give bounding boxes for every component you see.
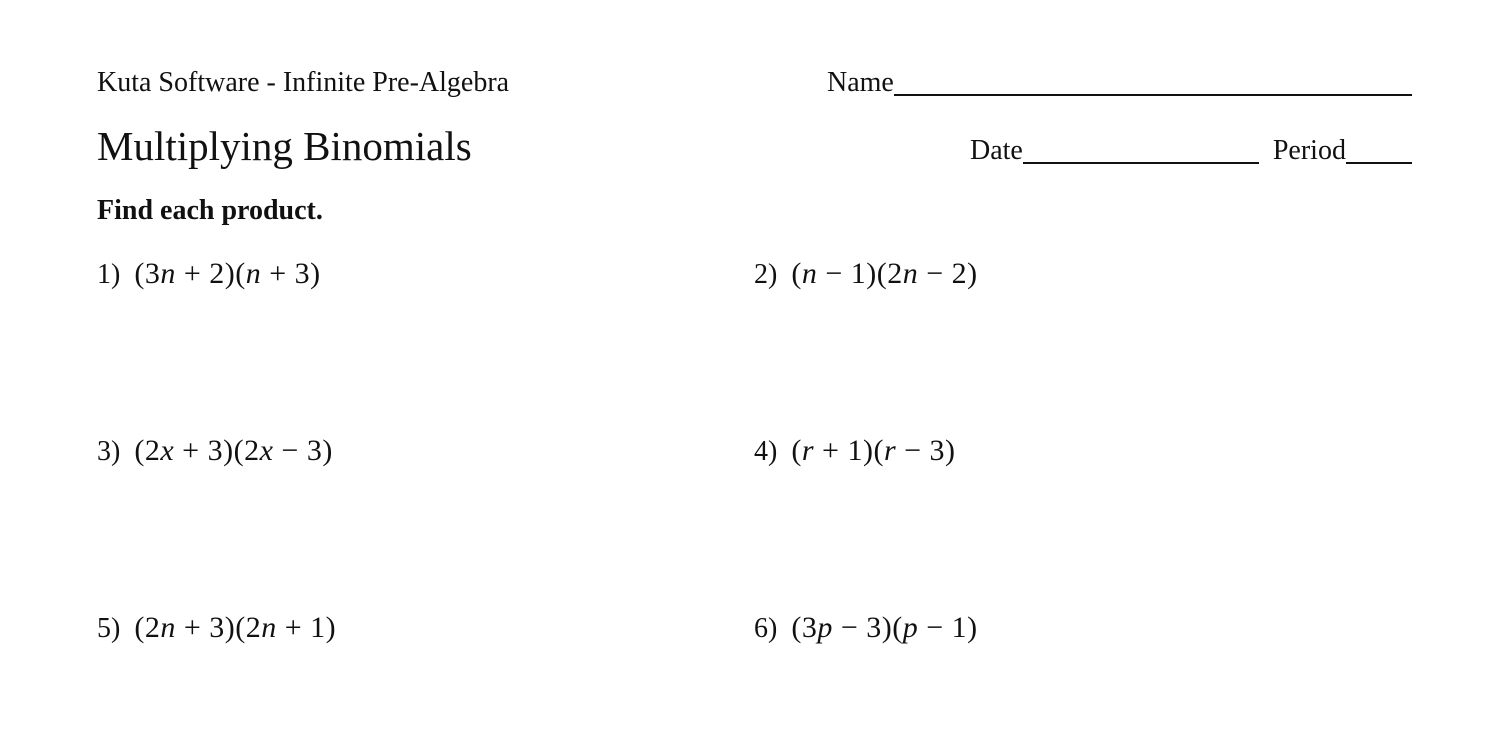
date-period-row (970, 134, 1412, 168)
instructions: Find each product. (97, 195, 323, 226)
problem-expression: (n − 1)(2n − 2) (791, 257, 978, 290)
problem-number: 2) (754, 259, 778, 290)
problem-number: 4) (754, 436, 778, 467)
date-label: Date (970, 135, 1023, 166)
worksheet-title: Multiplying Binomials (97, 123, 472, 169)
name-field-row (827, 66, 1412, 100)
problem-expression: (2x + 3)(2x − 3) (134, 434, 333, 467)
period-blank-line[interactable] (1346, 136, 1412, 164)
period-label: Period (1272, 135, 1346, 166)
problem-number: 3) (97, 436, 121, 467)
problem-5 (97, 608, 336, 649)
problem-number: 6) (754, 613, 778, 644)
problem-2 (754, 254, 978, 295)
name-blank-line[interactable] (894, 68, 1412, 96)
problem-expression: (r + 1)(r − 3) (791, 434, 956, 467)
name-label: Name (827, 67, 894, 98)
software-name: Kuta Software - Infinite Pre-Algebra (97, 67, 510, 98)
problem-expression: (2n + 3)(2n + 1) (134, 611, 337, 644)
problem-4 (754, 431, 956, 472)
problem-number: 5) (97, 613, 121, 644)
problem-number: 1) (97, 259, 121, 290)
problem-3 (97, 431, 333, 472)
problem-6 (754, 608, 978, 649)
problem-expression: (3n + 2)(n + 3) (134, 257, 321, 290)
problem-1 (97, 254, 321, 295)
problem-expression: (3p − 3)(p − 1) (791, 611, 978, 644)
date-blank-line[interactable] (1023, 136, 1259, 164)
